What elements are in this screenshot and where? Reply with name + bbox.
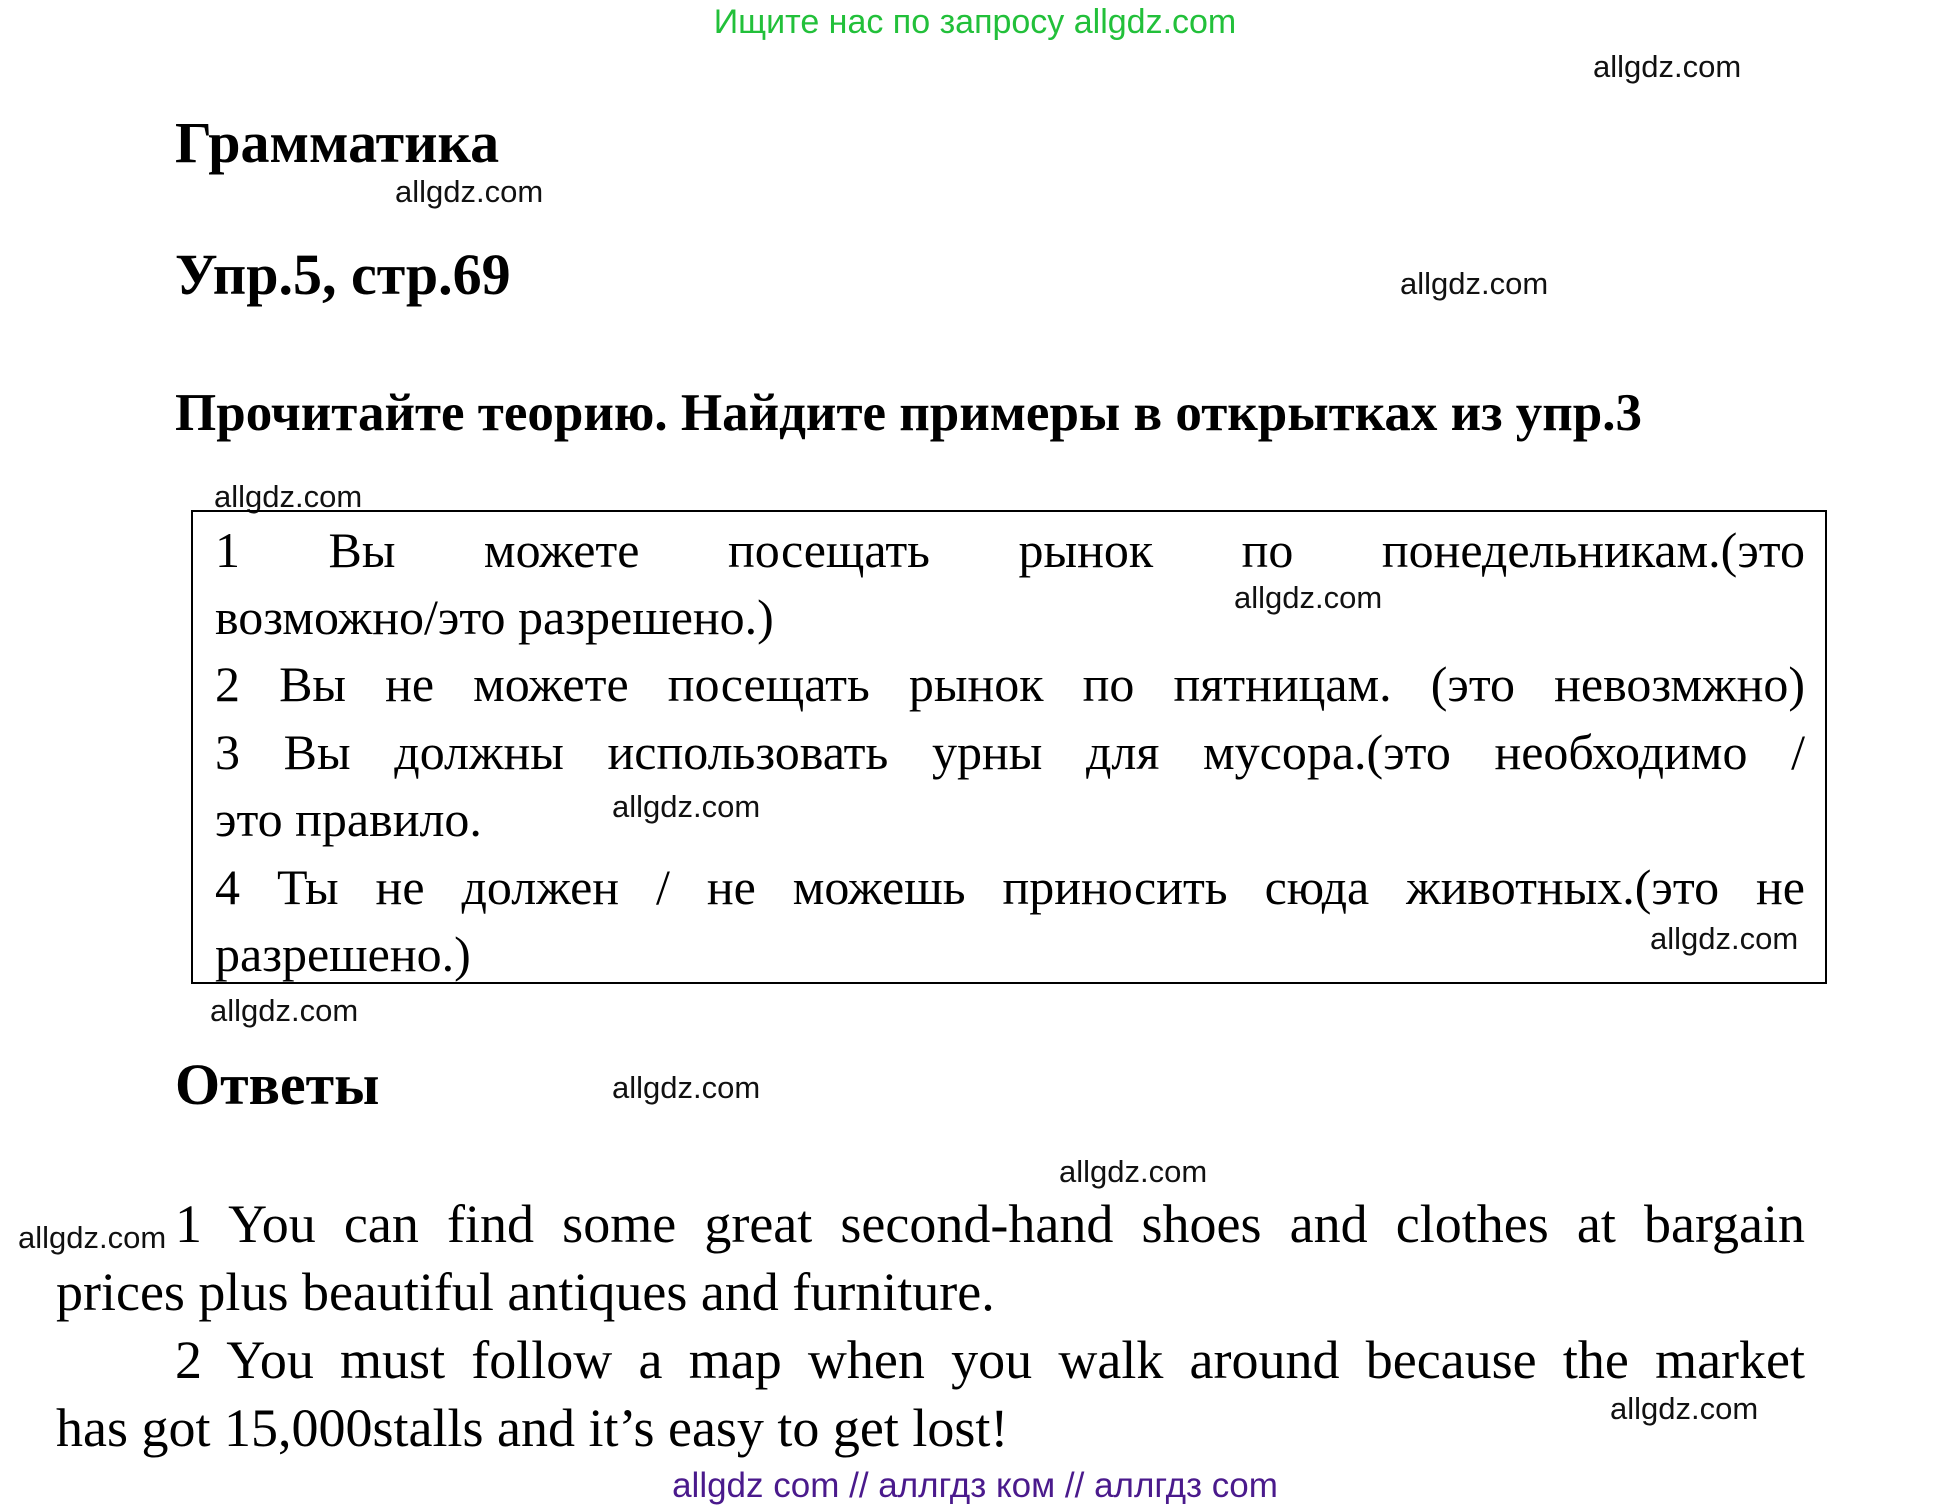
answer-line: prices plus beautiful antiques and furniture.	[56, 1262, 995, 1322]
watermark: allgdz.com	[210, 993, 359, 1028]
watermark: allgdz.com	[1610, 1391, 1759, 1426]
section-heading-grammar: Грамматика	[175, 110, 500, 175]
theory-line: 1 Вы можете посещать рынок по понедельникам.(это	[215, 522, 1805, 578]
watermark: allgdz.com	[1059, 1154, 1208, 1189]
answer-line: 2 You must follow a map when you walk around because the market	[175, 1330, 1805, 1390]
theory-line: возможно/это разрешено.)	[215, 589, 774, 645]
watermark: allgdz.com	[18, 1220, 167, 1255]
theory-line: 3 Вы должны использовать урны для мусора.(это необходимо /	[215, 724, 1805, 780]
answer-line: has got 15,000stalls and it’s easy to get lost!	[56, 1398, 1009, 1458]
theory-line: разрешено.)	[215, 926, 471, 982]
search-banner: Ищите нас по запросу allgdz.com	[713, 3, 1237, 41]
watermark: allgdz.com	[1400, 266, 1549, 301]
answers-heading: Ответы	[175, 1052, 380, 1117]
theory-line: 2 Вы не можете посещать рынок по пятницам. (это невозмжно)	[215, 656, 1805, 712]
exercise-heading: Упр.5, стр.69	[175, 242, 511, 307]
task-instruction: Прочитайте теорию. Найдите примеры в открытках из упр.3	[175, 384, 1643, 442]
theory-line: это правило.	[215, 791, 482, 847]
watermark: allgdz.com	[612, 789, 761, 824]
watermark: allgdz.com	[1650, 921, 1799, 956]
theory-line: 4 Ты не должен / не можешь приносить сюда животных.(это не	[215, 859, 1805, 915]
watermark: allgdz.com	[1593, 49, 1742, 84]
footer-links: allgdz com // аллгдз ком // аллгдз com	[672, 1466, 1278, 1505]
watermark: allgdz.com	[214, 479, 363, 514]
watermark: allgdz.com	[612, 1070, 761, 1105]
watermark: allgdz.com	[395, 174, 544, 209]
answer-line: 1 You can find some great second-hand shoes and clothes at bargain	[175, 1194, 1805, 1254]
watermark: allgdz.com	[1234, 580, 1383, 615]
